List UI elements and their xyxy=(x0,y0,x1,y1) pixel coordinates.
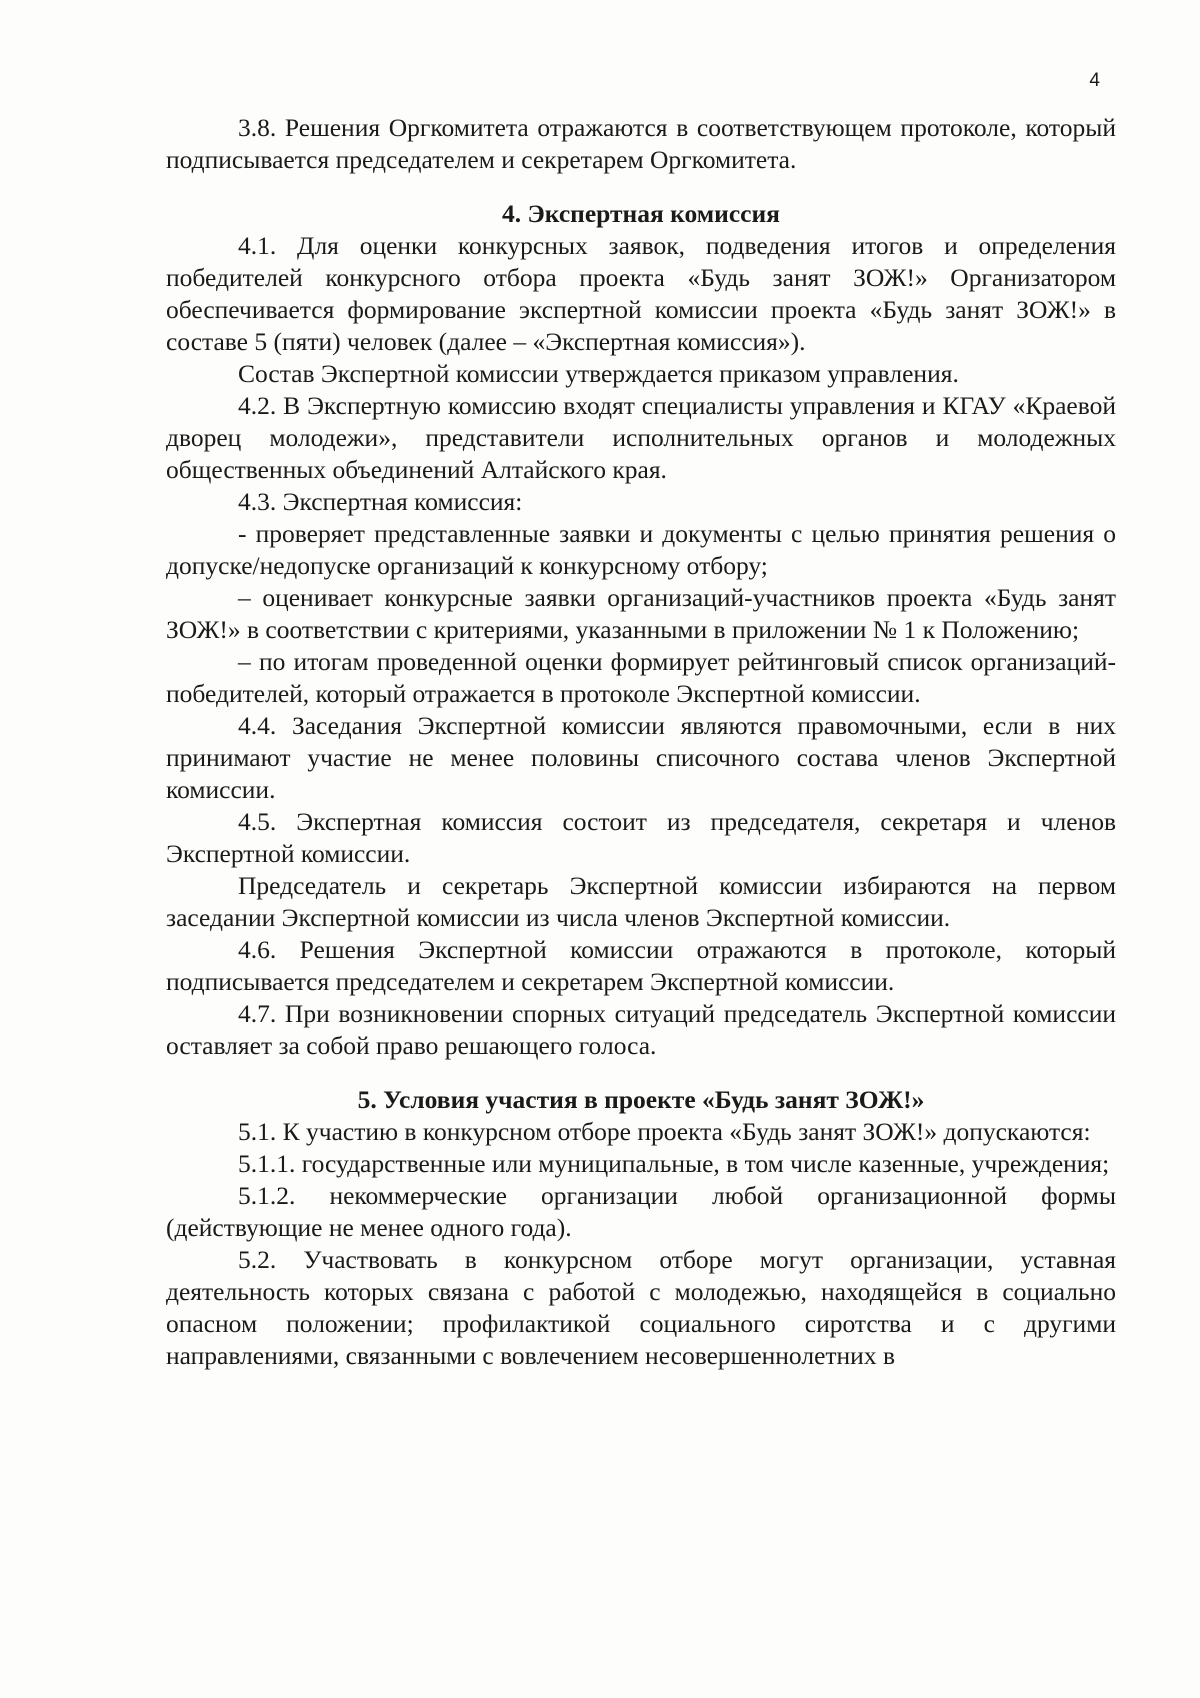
paragraph-4-4: 4.4. Заседания Экспертной комиссии являются правомочными, если в них принимают участие не менее половины списочного состава членов Экспертной комиссии. xyxy=(166,711,1116,804)
section-heading-5: 5. Условия участия в проекте «Будь занят ЗОЖ!» xyxy=(357,1085,925,1114)
document-body xyxy=(166,112,1116,1372)
section-heading-4: 4. Экспертная комиссия xyxy=(502,199,780,228)
paragraph-5-1-1: 5.1.1. государственные или муниципальные, в том числе казенные, учреждения; xyxy=(238,1149,1110,1178)
paragraph-4-1-composition: Состав Экспертной комиссии утверждается приказом управления. xyxy=(238,359,959,388)
paragraph-4-3-item-1: - проверяет представленные заявки и документы с целью принятия решения о допуске/недопуске организаций к конкурсному отбору; xyxy=(166,519,1116,580)
paragraph-4-3: 4.3. Экспертная комиссия: xyxy=(238,487,523,516)
paragraph-4-1: 4.1. Для оценки конкурсных заявок, подведения итогов и определения победителей конкурсного отбора проекта «Будь занят ЗОЖ!» Организатором обеспечивается формирование экспертной комиссии проекта «Будь занят ЗОЖ!» в составе 5 (пяти) человек (далее – «Экспертная комиссия»). xyxy=(166,231,1116,356)
page-number: 4 xyxy=(1089,70,1100,91)
paragraph-4-3-item-2: – оценивает конкурсные заявки организаций-участников проекта «Будь занят ЗОЖ!» в соответствии с критериями, указанными в приложении № 1 к Положению; xyxy=(166,583,1116,644)
paragraph-4-2: 4.2. В Экспертную комиссию входят специалисты управления и КГАУ «Краевой дворец молодежи», представители исполнительных органов и молодежных общественных объединений Алтайского края. xyxy=(166,391,1116,484)
paragraph-4-6: 4.6. Решения Экспертной комиссии отражаются в протоколе, который подписывается председателем и секретарем Экспертной комиссии. xyxy=(166,935,1116,996)
paragraph-4-5: 4.5. Экспертная комиссия состоит из председателя, секретаря и членов Экспертной комиссии. xyxy=(166,807,1116,868)
paragraph-4-3-item-3: – по итогам проведенной оценки формирует рейтинговый список организаций-победителей, который отражается в протоколе Экспертной комиссии. xyxy=(166,647,1116,708)
paragraph-5-1-2: 5.1.2. некоммерческие организации любой организационной формы (действующие не менее одного года). xyxy=(166,1181,1116,1242)
paragraph-4-5-chair: Председатель и секретарь Экспертной комиссии избираются на первом заседании Экспертной комиссии из числа членов Экспертной комиссии. xyxy=(166,871,1116,932)
paragraph-5-1: 5.1. К участию в конкурсном отборе проекта «Будь занят ЗОЖ!» допускаются: xyxy=(238,1117,1091,1146)
paragraph-3-8: 3.8. Решения Оргкомитета отражаются в соответствующем протоколе, который подписывается председателем и секретарем Оргкомитета. xyxy=(166,113,1116,174)
paragraph-4-7: 4.7. При возникновении спорных ситуаций председатель Экспертной комиссии оставляет за собой право решающего голоса. xyxy=(166,999,1116,1060)
paragraph-5-2: 5.2. Участвовать в конкурсном отборе могут организации, уставная деятельность которых связана с работой с молодежью, находящейся в социально опасном положении; профилактикой социального сиротства и с другими направлениями, связанными с вовлечением несовершеннолетних в xyxy=(166,1245,1116,1370)
